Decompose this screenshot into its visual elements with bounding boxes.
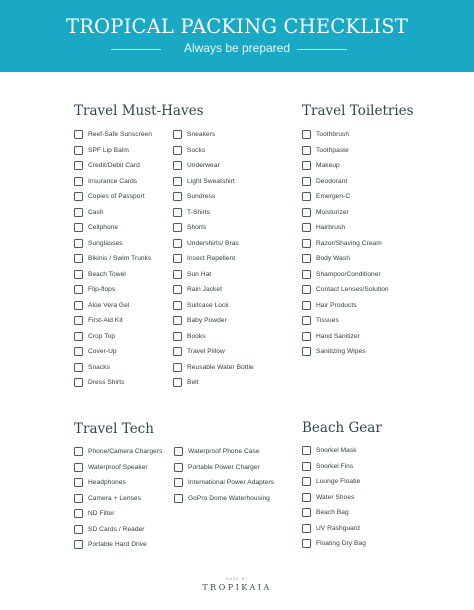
checklist-item-label: Insect Repellent [187, 255, 236, 262]
checkbox[interactable] [173, 161, 182, 170]
checkbox[interactable] [74, 525, 83, 534]
checklist-item-label: Beach Bag [316, 509, 349, 516]
checkbox[interactable] [74, 347, 83, 356]
checkbox[interactable] [302, 254, 311, 263]
checkbox[interactable] [302, 301, 311, 310]
checkbox[interactable] [74, 146, 83, 155]
checklist-item-label: UV Rashguard [316, 524, 360, 532]
section-title-must-haves: Travel Must-Haves [74, 103, 204, 119]
checklist-item-label: Snorkel Mask [316, 447, 357, 454]
checkbox[interactable] [74, 208, 83, 217]
checkbox[interactable] [174, 494, 183, 503]
checklist-item-label: Snorkel Fins [316, 462, 354, 470]
checkbox[interactable] [74, 239, 83, 248]
checkbox[interactable] [302, 316, 311, 325]
checkbox[interactable] [74, 130, 83, 139]
footer [0, 577, 474, 592]
checkbox[interactable] [74, 363, 83, 372]
checkbox[interactable] [302, 161, 311, 170]
checklist-item-label: Body Wash [316, 255, 350, 262]
checkbox[interactable] [302, 524, 311, 533]
checkbox[interactable] [302, 208, 311, 217]
checklist-item-label: SPF Lip Balm [88, 146, 129, 154]
checkbox[interactable] [173, 332, 182, 341]
checkbox[interactable] [173, 270, 182, 279]
checklist-item-label: Water Shoes [316, 493, 355, 501]
footer-made-by: MADE BY [225, 577, 249, 581]
checklist-item-label: Sanitizing Wipes [316, 348, 366, 355]
checklist-item-label: Beach Towel [88, 270, 126, 278]
checklist-item-label: Baby Powder [187, 317, 227, 324]
subtitle-row [0, 41, 474, 57]
checklist-item-label: Sneakers [187, 131, 216, 138]
checklist-item-label: Undershirts/ Bras [187, 239, 239, 247]
checklist-item-label: Emergen-C [316, 193, 351, 200]
checklist-item-label: Portable Power Charger [188, 463, 260, 471]
checkbox[interactable] [74, 494, 83, 503]
checkbox[interactable] [174, 478, 183, 487]
section-title-tech: Travel Tech [74, 421, 154, 437]
checkbox[interactable] [173, 347, 182, 356]
checklist-item-label: Deodorant [316, 177, 348, 185]
checklist-item-label: Cash [88, 208, 104, 216]
checkbox[interactable] [174, 447, 183, 456]
checklist-item-label: Socks [187, 146, 206, 154]
checkbox[interactable] [302, 223, 311, 232]
checkbox[interactable] [74, 316, 83, 325]
checkbox[interactable] [74, 192, 83, 201]
checkbox[interactable] [302, 347, 311, 356]
checklist-item-label: GoPro Dome Waterhousing [188, 494, 270, 502]
checklist-item-label: Contact Lenses/Solution [316, 286, 389, 293]
checklist-item-label: Cover-Up [88, 348, 117, 355]
checklist-item-label: Travel Pillow [187, 348, 225, 355]
checklist-item-label: Moisturizer [316, 208, 349, 216]
checklist-item-label: Dress Shirts [88, 379, 125, 386]
checkbox[interactable] [173, 177, 182, 186]
checkbox[interactable] [302, 177, 311, 186]
checklist-item-label: Hair Products [316, 301, 357, 309]
checklist-item-label: Reusable Water Bottle [187, 363, 254, 371]
checklist-item-label: Sun Hat [187, 270, 212, 278]
checkbox[interactable] [302, 477, 311, 486]
checkbox[interactable] [74, 447, 83, 456]
checkbox[interactable] [74, 463, 83, 472]
checklist-item-label: Copies of Passport [88, 193, 145, 200]
checkbox[interactable] [74, 378, 83, 387]
checkbox[interactable] [74, 478, 83, 487]
checklist-item-label: Toothpaste [316, 146, 349, 154]
checkbox[interactable] [173, 208, 182, 217]
checkbox[interactable] [173, 316, 182, 325]
checklist-item-label: Shampoo/Conditioner [316, 270, 381, 278]
checkbox[interactable] [173, 254, 182, 263]
checklist-item-label: Waterproof Phone Case [188, 448, 260, 455]
checklist-item-label: Reef-Safe Sunscreen [88, 131, 152, 138]
checklist-item-label: Sundress [187, 193, 216, 200]
checklist-item-label: Portable Hard Drive [88, 541, 147, 548]
checklist-item-label: Bikinis / Swim Trunks [88, 255, 152, 262]
checkbox[interactable] [74, 161, 83, 170]
checkbox[interactable] [173, 301, 182, 310]
checklist-item-label: Sunglasses [88, 239, 123, 247]
checklist-item-label: Camera + Lenses [88, 494, 141, 502]
checklist-item-label: Flip-flops [88, 286, 116, 293]
checklist-item-label: Shorts [187, 224, 207, 231]
checklist-item-label: Snacks [88, 363, 110, 371]
checkbox[interactable] [302, 146, 311, 155]
checklist-item-label: Rain Jacket [187, 286, 222, 293]
checklist-item-label: T-Shirts [187, 208, 211, 216]
checklist-item-label: Razor/Shaving Cream [316, 239, 382, 247]
checklist-item-label: Insurance Cards [88, 177, 138, 185]
checkbox[interactable] [302, 192, 311, 201]
checklist-item-label: Aloe Vera Gel [88, 301, 130, 309]
checkbox[interactable] [302, 285, 311, 294]
checkbox[interactable] [302, 446, 311, 455]
section-title-toiletries: Travel Toiletries [302, 103, 414, 119]
checkbox[interactable] [173, 146, 182, 155]
checkbox[interactable] [74, 254, 83, 263]
checklist-item-label: Suitcase Lock [187, 301, 229, 309]
checklist-item-label: ND Filter [88, 510, 115, 517]
footer-brand-logo: TROPIKAIA [202, 583, 272, 592]
checkbox[interactable] [174, 463, 183, 472]
checklist-item-label: Waterproof Speaker [88, 463, 148, 471]
checkbox[interactable] [302, 462, 311, 471]
checkbox[interactable] [173, 192, 182, 201]
checklist-item-label: Crop Top [88, 332, 116, 340]
checklist-item-label: International Power Adapters [188, 479, 275, 486]
checklist-item-label: Cellphone [88, 224, 119, 231]
checklist-item-label: Tissues [316, 317, 339, 324]
checkbox[interactable] [302, 493, 311, 502]
checklist-item-label: Hand Sanitizer [316, 332, 360, 340]
checkbox[interactable] [74, 540, 83, 549]
checklist-item-label: SD Cards / Reader [88, 525, 145, 533]
checkbox[interactable] [74, 332, 83, 341]
checkbox[interactable] [302, 332, 311, 341]
checklist-item-label: Light Sweatshirt [187, 177, 235, 185]
header-banner [0, 0, 474, 72]
checkbox[interactable] [173, 378, 182, 387]
checkbox[interactable] [173, 239, 182, 248]
checkbox[interactable] [302, 270, 311, 279]
checklist-item-label: Headphones [88, 479, 126, 486]
checkbox[interactable] [302, 508, 311, 517]
checklist-item-label: Books [187, 332, 206, 340]
checklist-item-label: Underwear [187, 162, 220, 169]
checklist-item-label: Belt [187, 379, 199, 386]
checkbox[interactable] [173, 130, 182, 139]
checkbox[interactable] [173, 223, 182, 232]
checklist-item-label: Hairbrush [316, 224, 346, 231]
checkbox[interactable] [74, 177, 83, 186]
checkbox[interactable] [74, 223, 83, 232]
checklist-item-label: Phone/Camera Chargers [88, 448, 163, 455]
checklist-item-label: Makeup [316, 162, 340, 169]
section-title-beach-gear: Beach Gear [302, 420, 382, 436]
checklist-item-label: Lounge Floatie [316, 478, 361, 485]
checkbox[interactable] [74, 509, 83, 518]
checkbox[interactable] [302, 130, 311, 139]
page-subtitle: Always be prepared [183, 41, 291, 55]
subtitle-rule-right [297, 49, 347, 50]
checkbox[interactable] [74, 270, 83, 279]
checkbox[interactable] [173, 363, 182, 372]
checklist-item-label: Toothbrush [316, 131, 350, 138]
checkbox[interactable] [74, 301, 83, 310]
checkbox[interactable] [302, 239, 311, 248]
checkbox[interactable] [302, 539, 311, 548]
checklist-item-label: Floating Dry Bag [316, 540, 366, 547]
checkbox[interactable] [74, 285, 83, 294]
checklist-item-label: Credit/Debit Card [88, 162, 140, 169]
checkbox[interactable] [173, 285, 182, 294]
checklist-item-label: First-Aid Kit [88, 317, 123, 324]
page-title: TROPICAL PACKING CHECKLIST [66, 15, 408, 38]
